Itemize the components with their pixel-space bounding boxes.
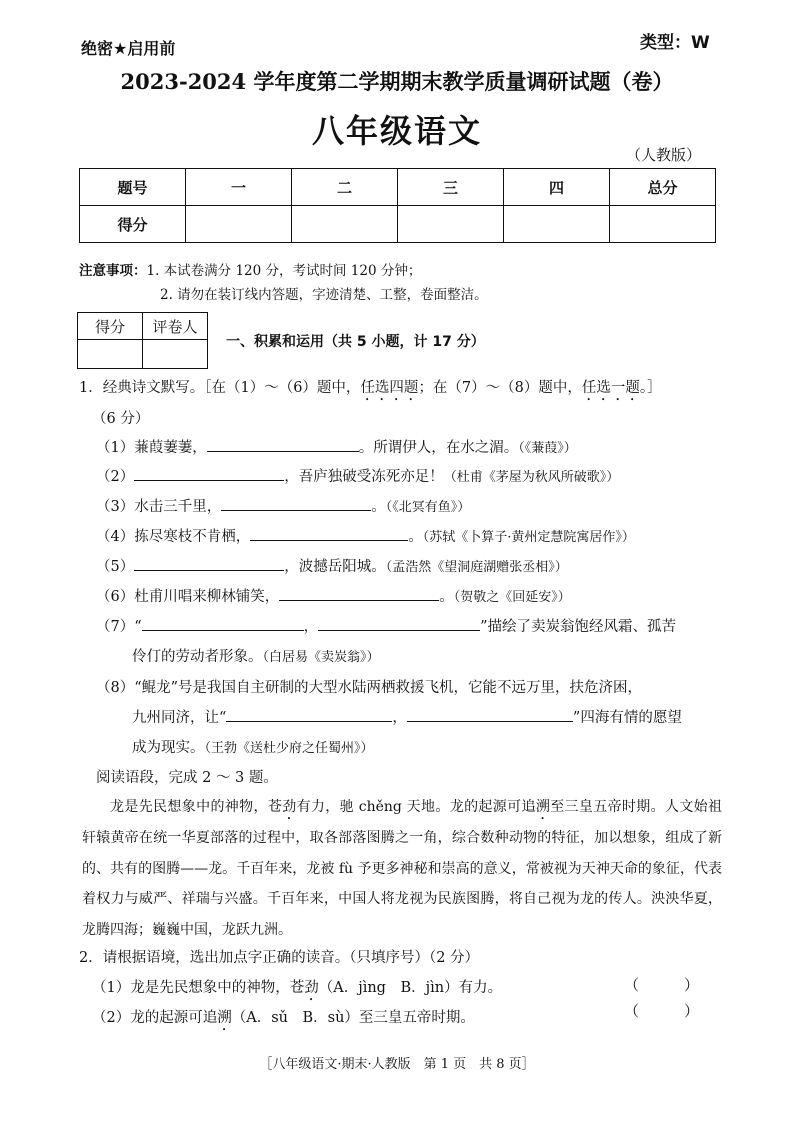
question-1-stem-text: 1．经典诗文默写。［在（1）～（6）题中，	[79, 380, 361, 396]
item-text: 九州同济，让“	[132, 710, 227, 726]
poem-item-3	[96, 495, 470, 516]
grader-box	[77, 312, 208, 369]
answer-blank[interactable]	[407, 707, 573, 722]
answer-blank[interactable]	[318, 616, 480, 631]
passage-text: 至三皇五帝时期。人文始祖轩辕黄帝在统一华夏部落的过程中，取各部落图腾之一角，综合数种动物的特征，加以想象，组成了新的、共有的图腾——龙。千百年来，龙被 fù 予更多神秘和崇高的意义，常被视为天神天命的象征，代表着权力与威严、祥瑞与兴盛。千百年来，中国人将龙视为民族图腾，将自己视为龙的传人。泱泱华夏，龙腾四海；巍巍中国，龙跃九洲。	[82, 799, 723, 938]
question-2-item-2	[92, 1006, 475, 1034]
poem-item-4	[96, 525, 635, 546]
poem-item-5	[96, 555, 568, 576]
item-text: 。	[408, 529, 423, 545]
item-text: 。	[371, 499, 386, 515]
poem-item-7	[96, 615, 676, 636]
score-table-header-row	[80, 169, 716, 206]
item-source: （贺敬之《回延安》）	[453, 590, 571, 605]
page-footer: ［八年级语文·期末·人教版 第 1 页 共 8 页］	[259, 1057, 535, 1072]
item-text: 成为现实。	[132, 740, 205, 756]
item-source: （王勃《送杜少府之任蜀州》）	[204, 741, 374, 756]
edition-label: （人教版）	[626, 146, 702, 164]
item-text: ，	[303, 619, 319, 635]
score-table-cell: 三	[398, 169, 504, 206]
item-source: （苏轼《卜算子·黄州定慧院寓居作》）	[422, 530, 635, 545]
emphasis-text: 溯	[535, 799, 551, 815]
item-text: 。所谓伊人，在水之湄。	[358, 440, 519, 456]
answer-blank[interactable]	[226, 707, 392, 722]
poem-item-8-cont	[132, 706, 682, 727]
question-2-stem: 2．请根据语境，选出加点字正确的读音。（只填序号）（2 分）	[79, 950, 480, 966]
answer-blank[interactable]	[134, 466, 284, 481]
emphasis-text: 劲	[304, 980, 319, 996]
item-text: （2）	[96, 469, 135, 485]
item-text: （A．sǔ B．sù）至三皇五帝时期。	[231, 1010, 475, 1026]
emphasis-text: 任选一题	[581, 380, 640, 396]
score-table-cell	[504, 206, 610, 243]
poem-item-7-cont	[132, 645, 380, 666]
score-table-cell	[398, 206, 504, 243]
item-source: （白居易《卖炭翁》）	[262, 650, 380, 665]
answer-blank[interactable]	[207, 437, 359, 452]
score-table-cell: 二	[292, 169, 398, 206]
item-text: （1）蒹葭萋萋，	[96, 440, 207, 456]
notice-line-1	[79, 259, 421, 279]
item-text: （3）水击三千里，	[96, 499, 222, 515]
poem-item-1	[96, 436, 577, 457]
passage-text: 龙是先民想象中的神物，苍	[110, 799, 283, 815]
item-source: （孟浩然《望洞庭湖赠张丞相》）	[385, 560, 568, 575]
item-text: 伶仃的劳动者形象。	[132, 649, 263, 665]
section-1-title: 一、积累和运用（共 5 小题，计 17 分）	[226, 334, 485, 350]
item-text: （1）龙是先民想象中的神物，苍	[92, 980, 305, 996]
item-text: （7）“	[96, 619, 142, 635]
subject-title: 八年级语文	[311, 112, 482, 150]
paper-type-label: 类型：W	[640, 33, 710, 53]
emphasis-text: 任选四题	[360, 380, 419, 396]
item-source: （杜甫《茅屋为秋风所破歌》）	[443, 470, 620, 485]
poem-item-8-end	[132, 736, 374, 757]
score-table-cell: 得分	[80, 206, 186, 243]
item-text: ，	[392, 710, 407, 726]
item-text: （4）拣尽寒枝不肯栖，	[96, 529, 251, 545]
poem-item-2	[96, 465, 619, 486]
item-text: ，吾庐独破受冻死亦足！	[284, 469, 444, 485]
item-source: （《蒹葭》）	[518, 441, 577, 456]
poem-item-6	[96, 585, 571, 606]
question-1-stem-text: 。］	[639, 380, 662, 396]
reading-intro: 阅读语段，完成 2 ～ 3 题。	[96, 770, 278, 786]
exam-title: 2023-2024 学年度第二学期期末教学质量调研试题（卷）	[120, 69, 674, 94]
answer-blank[interactable]	[250, 526, 408, 541]
answer-parentheses[interactable]: （ ）	[624, 1002, 700, 1020]
grader-name-cell	[143, 340, 208, 369]
question-1-points: （6 分）	[92, 411, 150, 427]
question-1-stem	[79, 376, 662, 404]
grader-score-label: 得分	[78, 313, 143, 340]
answer-blank[interactable]	[134, 556, 284, 571]
question-2-item-1	[92, 976, 502, 1004]
score-table-cell: 一	[186, 169, 292, 206]
answer-blank[interactable]	[142, 616, 304, 631]
item-text: （5）	[96, 559, 135, 575]
score-table	[79, 168, 716, 243]
emphasis-text: 劲	[282, 799, 297, 815]
question-1-stem-text: ；在（7）～（8）题中，	[418, 380, 582, 396]
answer-parentheses[interactable]: （ ）	[624, 976, 700, 994]
emphasis-text: 溯	[217, 1010, 232, 1026]
item-text: （6）杜甫川唱来柳林铺笑，	[96, 589, 280, 605]
score-table-cell: 题号	[80, 169, 186, 206]
item-text: （A．jìng B．jìn）有力。	[318, 980, 503, 996]
poem-item-8: （8）“鲲龙”号是我国自主研制的大型水陆两栖救援飞机，它能不远万里，扶危济困，	[96, 680, 643, 696]
score-table-cell	[610, 206, 716, 243]
reading-passage	[82, 792, 722, 945]
score-table-cell: 总分	[610, 169, 716, 206]
score-table-cell	[186, 206, 292, 243]
answer-blank[interactable]	[279, 586, 439, 601]
notice-item-2: 2. 请勿在装订线内答题，字迹清楚、工整，卷面整洁。	[160, 287, 488, 303]
score-table-score-row	[80, 206, 716, 243]
score-table-cell	[292, 206, 398, 243]
grader-score-cell	[78, 340, 143, 369]
score-table-cell: 四	[504, 169, 610, 206]
notice-item-1: 1. 本试卷满分 120 分，考试时间 120 分钟；	[146, 263, 422, 279]
confidential-mark: 绝密★启用前	[81, 39, 176, 58]
item-text: （2）龙的起源可追	[92, 1010, 218, 1026]
item-source: （《北冥有鱼》）	[385, 500, 471, 515]
item-text: 。	[439, 589, 454, 605]
passage-text: 有力，驰 chěng 天地。龙的起源可追	[296, 799, 536, 815]
notice-label: 注意事项：	[79, 263, 147, 279]
item-text: ，波撼岳阳城。	[284, 559, 386, 575]
answer-blank[interactable]	[221, 496, 371, 511]
item-text: ”描绘了卖炭翁饱经风霜、孤苦	[480, 619, 677, 635]
item-text: ”四海有情的愿望	[572, 710, 682, 726]
grader-name-label: 评卷人	[143, 313, 208, 340]
